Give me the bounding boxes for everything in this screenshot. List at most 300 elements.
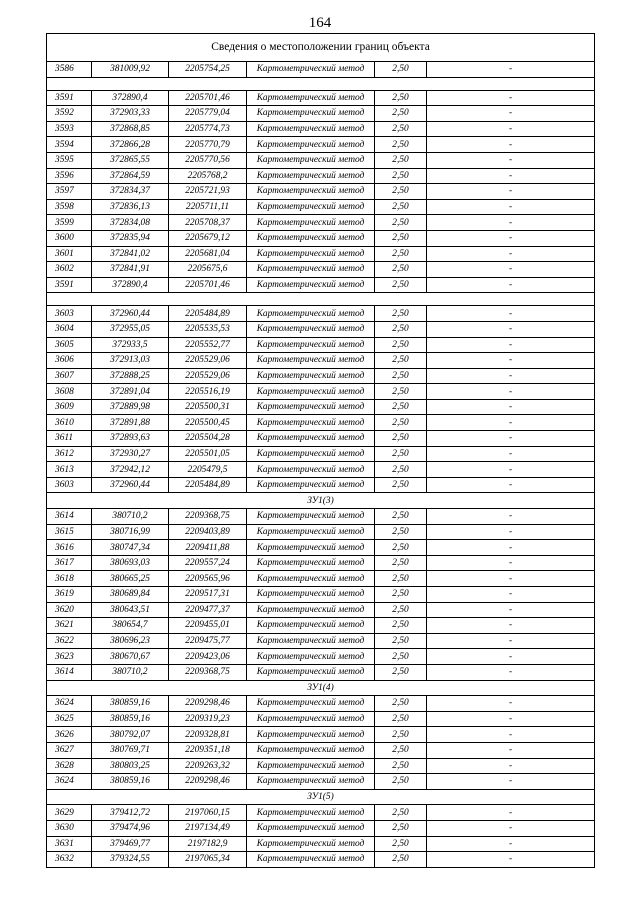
point-number-cell: 3606 [47,353,92,369]
method-cell: Картометрический метод [247,462,375,478]
accuracy-cell: 2,50 [375,62,427,78]
method-cell: Картометрический метод [247,199,375,215]
point-number-cell: 3586 [47,62,92,78]
table-row [47,633,595,649]
y-coordinate-cell: 2209298,46 [169,774,247,790]
point-number-cell: 3631 [47,836,92,852]
point-number-cell: 3591 [47,277,92,293]
description-cell: - [427,742,595,758]
table-spacer-row [47,293,595,306]
point-number-cell: 3602 [47,262,92,278]
method-cell: Картометрический метод [247,262,375,278]
point-number-cell: 3601 [47,246,92,262]
y-coordinate-cell: 2205535,53 [169,321,247,337]
table-row [47,431,595,447]
x-coordinate-cell: 372891,04 [92,384,169,400]
table-row [47,262,595,278]
x-coordinate-cell: 372960,44 [92,306,169,322]
method-cell: Картометрический метод [247,168,375,184]
y-coordinate-cell: 2209477,37 [169,602,247,618]
point-number-cell: 3626 [47,727,92,743]
accuracy-cell: 2,50 [375,262,427,278]
point-number-cell: 3615 [47,524,92,540]
x-coordinate-cell: 379324,55 [92,852,169,868]
point-number-cell: 3614 [47,664,92,680]
x-coordinate-cell: 381009,92 [92,62,169,78]
x-coordinate-cell: 380710,2 [92,664,169,680]
table-row [47,602,595,618]
table-row [47,462,595,478]
x-coordinate-cell: 380792,07 [92,727,169,743]
point-number-cell: 3608 [47,384,92,400]
table-row [47,555,595,571]
y-coordinate-cell: 2205770,56 [169,152,247,168]
y-coordinate-cell: 2209328,81 [169,727,247,743]
method-cell: Картометрический метод [247,664,375,680]
y-coordinate-cell: 2205768,2 [169,168,247,184]
point-number-cell: 3616 [47,540,92,556]
point-number-cell: 3624 [47,696,92,712]
method-cell: Картометрический метод [247,321,375,337]
x-coordinate-cell: 380693,03 [92,555,169,571]
x-coordinate-cell: 372834,08 [92,215,169,231]
table-row [47,664,595,680]
description-cell: - [427,90,595,106]
accuracy-cell: 2,50 [375,337,427,353]
table-row [47,649,595,665]
table-row [47,321,595,337]
description-cell: - [427,618,595,634]
table-row [47,353,595,369]
description-cell: - [427,277,595,293]
x-coordinate-cell: 380716,99 [92,524,169,540]
point-number-cell: 3599 [47,215,92,231]
point-number-cell: 3593 [47,121,92,137]
x-coordinate-cell: 372868,85 [92,121,169,137]
description-cell: - [427,415,595,431]
method-cell: Картометрический метод [247,696,375,712]
table-row [47,477,595,493]
method-cell: Картометрический метод [247,836,375,852]
method-cell: Картометрический метод [247,62,375,78]
method-cell: Картометрический метод [247,820,375,836]
y-coordinate-cell: 2209565,96 [169,571,247,587]
y-coordinate-cell: 2205774,73 [169,121,247,137]
y-coordinate-cell: 2205500,45 [169,415,247,431]
table-row [47,852,595,868]
point-number-cell: 3624 [47,774,92,790]
method-cell: Картометрический метод [247,230,375,246]
method-cell: Картометрический метод [247,587,375,603]
description-cell: - [427,431,595,447]
method-cell: Картометрический метод [247,742,375,758]
method-cell: Картометрический метод [247,121,375,137]
x-coordinate-cell: 380803,25 [92,758,169,774]
accuracy-cell: 2,50 [375,152,427,168]
method-cell: Картометрический метод [247,727,375,743]
table-row [47,758,595,774]
description-cell: - [427,306,595,322]
table-row [47,368,595,384]
accuracy-cell: 2,50 [375,820,427,836]
method-cell: Картометрический метод [247,711,375,727]
method-cell: Картометрический метод [247,246,375,262]
accuracy-cell: 2,50 [375,353,427,369]
y-coordinate-cell: 2205708,37 [169,215,247,231]
description-cell: - [427,321,595,337]
point-number-cell: 3598 [47,199,92,215]
y-coordinate-cell: 2205681,04 [169,246,247,262]
y-coordinate-cell: 2205479,5 [169,462,247,478]
description-cell: - [427,246,595,262]
accuracy-cell: 2,50 [375,184,427,200]
accuracy-cell: 2,50 [375,446,427,462]
accuracy-cell: 2,50 [375,711,427,727]
table-row [47,711,595,727]
point-number-cell: 3632 [47,852,92,868]
table-title-row [47,34,595,62]
accuracy-cell: 2,50 [375,277,427,293]
accuracy-cell: 2,50 [375,618,427,634]
table-row [47,90,595,106]
accuracy-cell: 2,50 [375,321,427,337]
x-coordinate-cell: 380654,7 [92,618,169,634]
y-coordinate-cell: 2209423,06 [169,649,247,665]
point-number-cell: 3605 [47,337,92,353]
y-coordinate-cell: 2205701,46 [169,90,247,106]
point-number-cell: 3600 [47,230,92,246]
table-row [47,742,595,758]
x-coordinate-cell: 372841,02 [92,246,169,262]
description-cell: - [427,446,595,462]
section-label: ЗУ1(5) [47,789,595,805]
description-cell: - [427,571,595,587]
y-coordinate-cell: 2205675,6 [169,262,247,278]
table-row [47,106,595,122]
description-cell: - [427,477,595,493]
description-cell: - [427,199,595,215]
table-row [47,230,595,246]
method-cell: Картометрический метод [247,337,375,353]
description-cell: - [427,152,595,168]
point-number-cell: 3591 [47,90,92,106]
accuracy-cell: 2,50 [375,431,427,447]
accuracy-cell: 2,50 [375,121,427,137]
description-cell: - [427,462,595,478]
method-cell: Картометрический метод [247,215,375,231]
y-coordinate-cell: 2209475,77 [169,633,247,649]
description-cell: - [427,168,595,184]
description-cell: - [427,230,595,246]
accuracy-cell: 2,50 [375,368,427,384]
y-coordinate-cell: 2209263,32 [169,758,247,774]
point-number-cell: 3629 [47,805,92,821]
y-coordinate-cell: 2205529,06 [169,353,247,369]
point-number-cell: 3597 [47,184,92,200]
accuracy-cell: 2,50 [375,649,427,665]
section-header-row [47,680,595,696]
y-coordinate-cell: 2205484,89 [169,477,247,493]
accuracy-cell: 2,50 [375,571,427,587]
point-number-cell: 3592 [47,106,92,122]
section-label: ЗУ1(4) [47,680,595,696]
table-row [47,587,595,603]
accuracy-cell: 2,50 [375,633,427,649]
point-number-cell: 3603 [47,306,92,322]
y-coordinate-cell: 2209557,24 [169,555,247,571]
accuracy-cell: 2,50 [375,852,427,868]
method-cell: Картометрический метод [247,277,375,293]
accuracy-cell: 2,50 [375,836,427,852]
accuracy-cell: 2,50 [375,399,427,415]
point-number-cell: 3609 [47,399,92,415]
description-cell: - [427,62,595,78]
table-row [47,277,595,293]
accuracy-cell: 2,50 [375,168,427,184]
y-coordinate-cell: 2205529,06 [169,368,247,384]
table-row [47,805,595,821]
page-number: 164 [308,15,332,31]
x-coordinate-cell: 372893,63 [92,431,169,447]
x-coordinate-cell: 372890,4 [92,277,169,293]
accuracy-cell: 2,50 [375,90,427,106]
description-cell: - [427,587,595,603]
x-coordinate-cell: 372866,28 [92,137,169,153]
x-coordinate-cell: 372942,12 [92,462,169,478]
table-row [47,415,595,431]
y-coordinate-cell: 2205711,11 [169,199,247,215]
table-row [47,62,595,78]
description-cell: - [427,633,595,649]
method-cell: Картометрический метод [247,384,375,400]
y-coordinate-cell: 2209517,31 [169,587,247,603]
x-coordinate-cell: 372913,03 [92,353,169,369]
method-cell: Картометрический метод [247,571,375,587]
accuracy-cell: 2,50 [375,462,427,478]
point-number-cell: 3618 [47,571,92,587]
accuracy-cell: 2,50 [375,199,427,215]
method-cell: Картометрический метод [247,431,375,447]
description-cell: - [427,184,595,200]
accuracy-cell: 2,50 [375,805,427,821]
table-spacer-row [47,77,595,90]
method-cell: Картометрический метод [247,602,375,618]
table-row [47,774,595,790]
method-cell: Картометрический метод [247,137,375,153]
description-cell: - [427,368,595,384]
accuracy-cell: 2,50 [375,555,427,571]
y-coordinate-cell: 2209455,01 [169,618,247,634]
x-coordinate-cell: 380859,16 [92,774,169,790]
y-coordinate-cell: 2209298,46 [169,696,247,712]
description-cell: - [427,215,595,231]
description-cell: - [427,337,595,353]
point-number-cell: 3607 [47,368,92,384]
description-cell: - [427,399,595,415]
table-row [47,184,595,200]
x-coordinate-cell: 372889,98 [92,399,169,415]
x-coordinate-cell: 380643,51 [92,602,169,618]
method-cell: Картометрический метод [247,524,375,540]
x-coordinate-cell: 372888,25 [92,368,169,384]
table-row [47,540,595,556]
point-number-cell: 3628 [47,758,92,774]
x-coordinate-cell: 380859,16 [92,711,169,727]
x-coordinate-cell: 372960,44 [92,477,169,493]
y-coordinate-cell: 2209319,23 [169,711,247,727]
description-cell: - [427,137,595,153]
y-coordinate-cell: 2197060,15 [169,805,247,821]
method-cell: Картометрический метод [247,649,375,665]
x-coordinate-cell: 380747,34 [92,540,169,556]
description-cell: - [427,711,595,727]
method-cell: Картометрический метод [247,633,375,649]
x-coordinate-cell: 380859,16 [92,696,169,712]
x-coordinate-cell: 372890,4 [92,90,169,106]
method-cell: Картометрический метод [247,509,375,525]
point-number-cell: 3627 [47,742,92,758]
x-coordinate-cell: 380710,2 [92,509,169,525]
boundary-coordinates-table [46,33,595,868]
description-cell: - [427,820,595,836]
method-cell: Картометрический метод [247,399,375,415]
method-cell: Картометрический метод [247,184,375,200]
y-coordinate-cell: 2205770,79 [169,137,247,153]
point-number-cell: 3625 [47,711,92,727]
point-number-cell: 3621 [47,618,92,634]
description-cell: - [427,384,595,400]
accuracy-cell: 2,50 [375,137,427,153]
point-number-cell: 3617 [47,555,92,571]
y-coordinate-cell: 2205779,04 [169,106,247,122]
table-spacer-cell [47,77,595,90]
y-coordinate-cell: 2209351,18 [169,742,247,758]
x-coordinate-cell: 380665,25 [92,571,169,587]
table-row [47,246,595,262]
accuracy-cell: 2,50 [375,587,427,603]
table-row [47,121,595,137]
method-cell: Картометрический метод [247,618,375,634]
table-row [47,152,595,168]
accuracy-cell: 2,50 [375,602,427,618]
y-coordinate-cell: 2205504,28 [169,431,247,447]
point-number-cell: 3623 [47,649,92,665]
method-cell: Картометрический метод [247,353,375,369]
description-cell: - [427,649,595,665]
x-coordinate-cell: 372864,59 [92,168,169,184]
description-cell: - [427,774,595,790]
table-title: Сведения о местоположении границ объекта [47,34,595,62]
x-coordinate-cell: 379412,72 [92,805,169,821]
point-number-cell: 3612 [47,446,92,462]
section-header-row [47,789,595,805]
y-coordinate-cell: 2197134,49 [169,820,247,836]
description-cell: - [427,852,595,868]
accuracy-cell: 2,50 [375,306,427,322]
y-coordinate-cell: 2197182,9 [169,836,247,852]
method-cell: Картометрический метод [247,90,375,106]
y-coordinate-cell: 2205701,46 [169,277,247,293]
accuracy-cell: 2,50 [375,384,427,400]
method-cell: Картометрический метод [247,415,375,431]
y-coordinate-cell: 2197065,34 [169,852,247,868]
method-cell: Картометрический метод [247,106,375,122]
point-number-cell: 3630 [47,820,92,836]
description-cell: - [427,121,595,137]
table-spacer-cell [47,293,595,306]
x-coordinate-cell: 379469,77 [92,836,169,852]
x-coordinate-cell: 380689,84 [92,587,169,603]
accuracy-cell: 2,50 [375,524,427,540]
description-cell: - [427,262,595,278]
accuracy-cell: 2,50 [375,664,427,680]
accuracy-cell: 2,50 [375,106,427,122]
table-row [47,337,595,353]
point-number-cell: 3613 [47,462,92,478]
table-row [47,618,595,634]
y-coordinate-cell: 2205552,77 [169,337,247,353]
x-coordinate-cell: 372865,55 [92,152,169,168]
y-coordinate-cell: 2205679,12 [169,230,247,246]
accuracy-cell: 2,50 [375,742,427,758]
point-number-cell: 3604 [47,321,92,337]
description-cell: - [427,602,595,618]
method-cell: Картометрический метод [247,477,375,493]
accuracy-cell: 2,50 [375,540,427,556]
y-coordinate-cell: 2205484,89 [169,306,247,322]
description-cell: - [427,727,595,743]
point-number-cell: 3595 [47,152,92,168]
table-row [47,571,595,587]
table-row [47,137,595,153]
method-cell: Картометрический метод [247,540,375,556]
point-number-cell: 3596 [47,168,92,184]
table-row [47,836,595,852]
description-cell: - [427,555,595,571]
accuracy-cell: 2,50 [375,727,427,743]
description-cell: - [427,540,595,556]
accuracy-cell: 2,50 [375,696,427,712]
method-cell: Картометрический метод [247,758,375,774]
y-coordinate-cell: 2205516,19 [169,384,247,400]
table-row [47,696,595,712]
point-number-cell: 3620 [47,602,92,618]
x-coordinate-cell: 372933,5 [92,337,169,353]
x-coordinate-cell: 372955,05 [92,321,169,337]
x-coordinate-cell: 372930,27 [92,446,169,462]
table-row [47,446,595,462]
accuracy-cell: 2,50 [375,758,427,774]
x-coordinate-cell: 380670,67 [92,649,169,665]
x-coordinate-cell: 380769,71 [92,742,169,758]
accuracy-cell: 2,50 [375,246,427,262]
x-coordinate-cell: 372903,33 [92,106,169,122]
x-coordinate-cell: 372891,88 [92,415,169,431]
method-cell: Картометрический метод [247,852,375,868]
section-header-row [47,493,595,509]
description-cell: - [427,758,595,774]
x-coordinate-cell: 380696,23 [92,633,169,649]
method-cell: Картометрический метод [247,368,375,384]
table-row [47,168,595,184]
x-coordinate-cell: 379474,96 [92,820,169,836]
method-cell: Картометрический метод [247,805,375,821]
description-cell: - [427,805,595,821]
accuracy-cell: 2,50 [375,230,427,246]
method-cell: Картометрический метод [247,446,375,462]
table-row [47,524,595,540]
accuracy-cell: 2,50 [375,477,427,493]
